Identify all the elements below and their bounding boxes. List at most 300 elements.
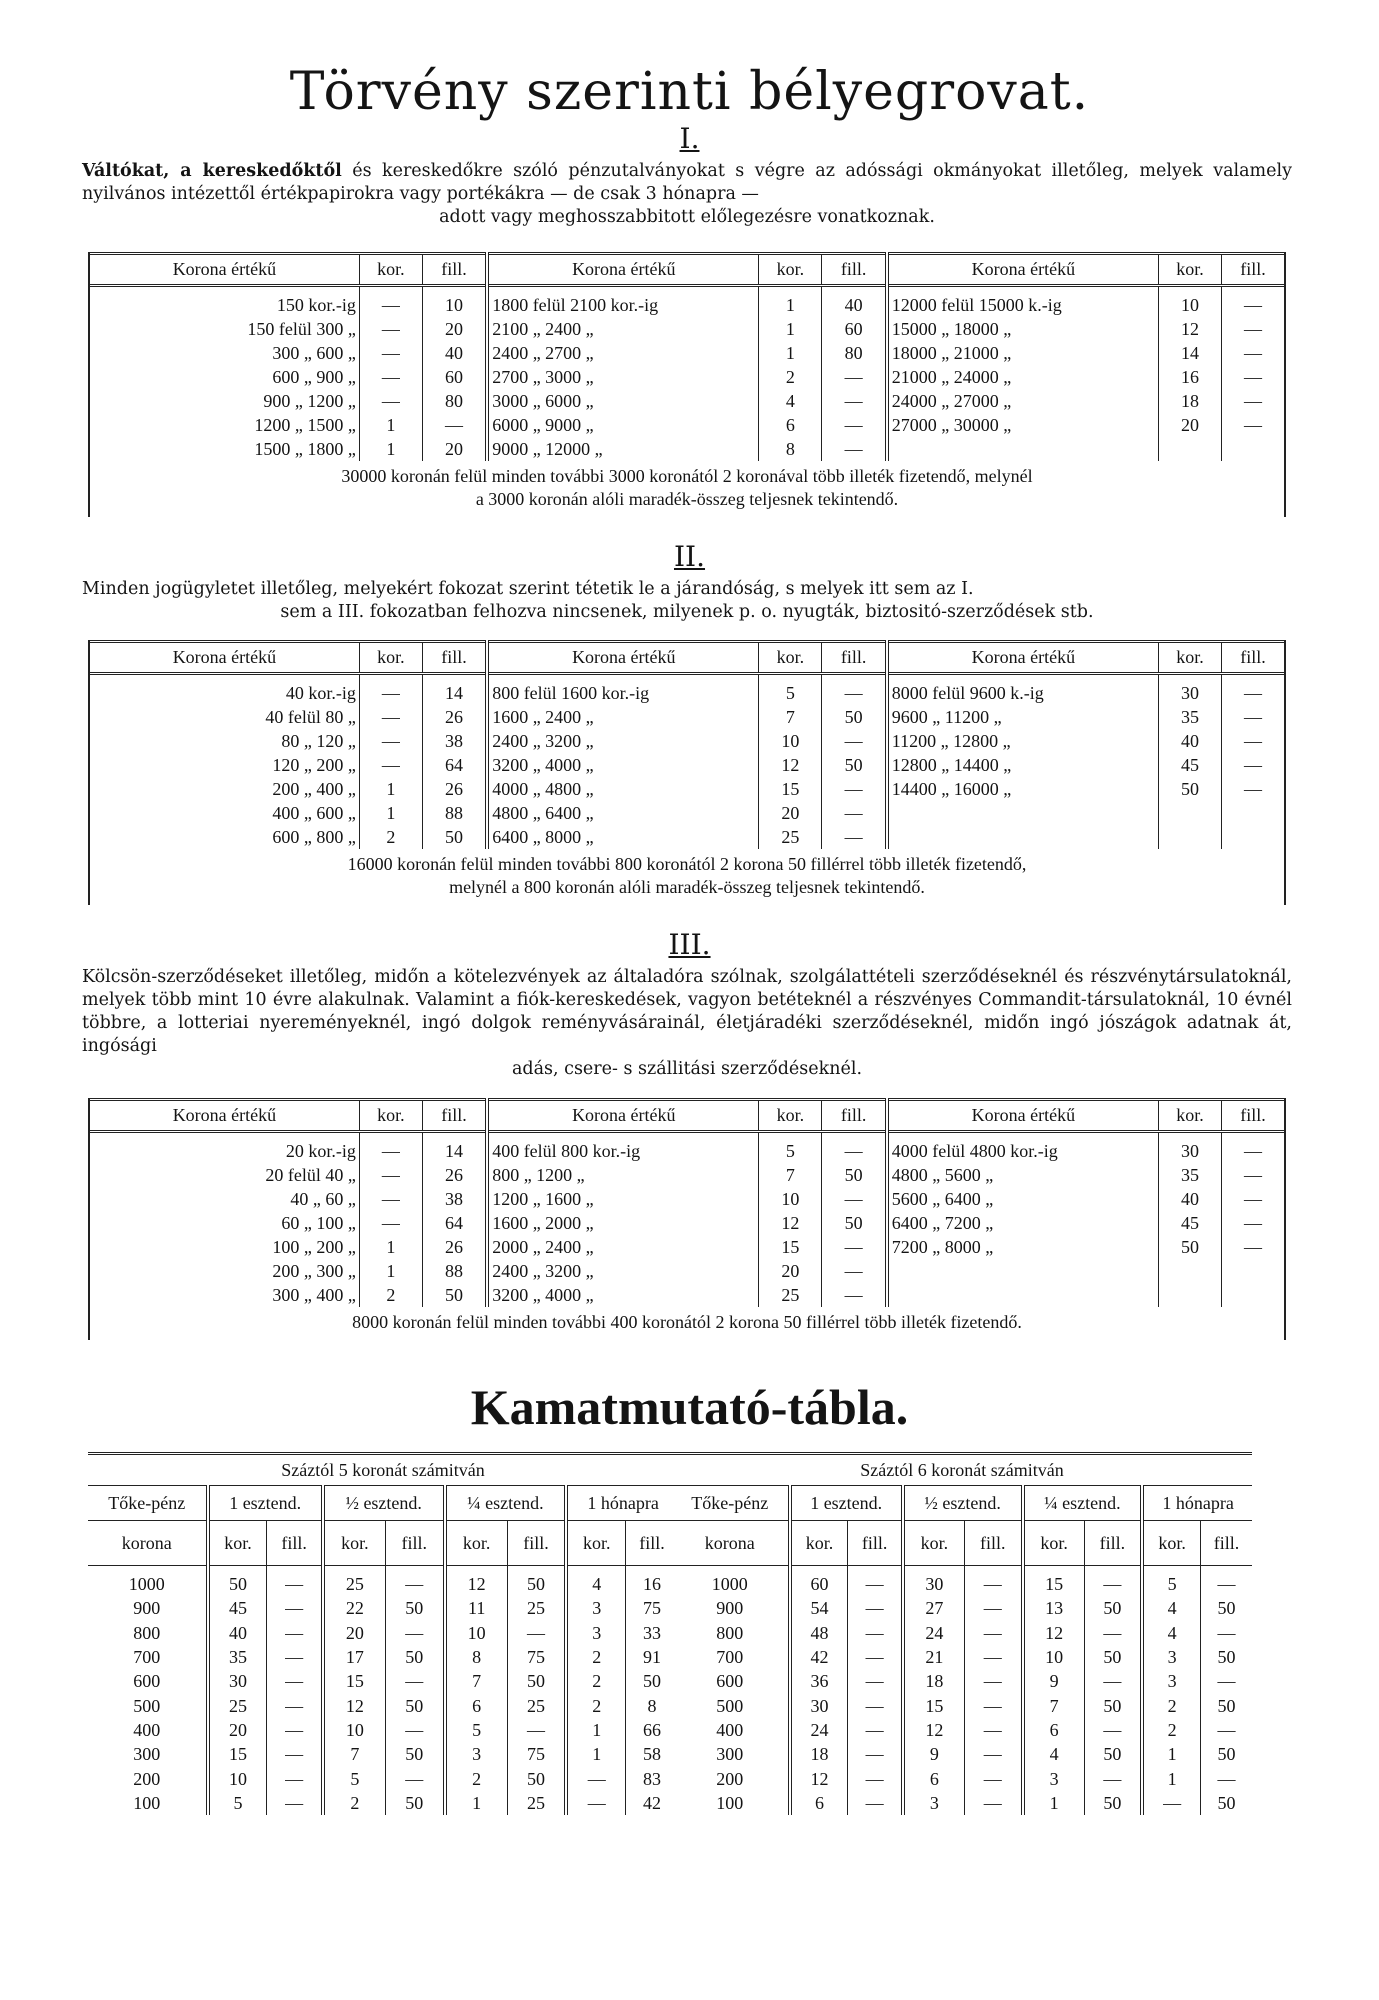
- range-cell: 4000 „ 4800 „: [487, 777, 759, 801]
- fill-cell: —: [267, 1766, 323, 1790]
- fill-cell: —: [848, 1621, 903, 1645]
- range-cell: 4000 felül 4800 kor.-ig: [887, 1132, 1159, 1164]
- capital-cell: 300: [716, 1744, 744, 1765]
- sub-fill: fill.: [848, 1521, 903, 1566]
- kor-cell: 1: [759, 286, 822, 318]
- section-1-number: I.: [679, 122, 700, 155]
- header-fill: fill.: [1222, 642, 1285, 674]
- kor-cell: 1: [1142, 1766, 1200, 1790]
- range-cell: 1600 „ 2400 „: [487, 705, 759, 729]
- kor-cell: —: [359, 365, 422, 389]
- kor-cell: 18: [1158, 389, 1221, 413]
- fill-cell: —: [386, 1621, 445, 1645]
- range-cell: 2400 „ 2700 „: [487, 341, 759, 365]
- interest-row: [88, 1645, 678, 1669]
- header-kor: kor.: [759, 254, 822, 286]
- range-cell: 60 „ 100 „: [281, 1213, 356, 1233]
- fill-cell: —: [1222, 413, 1285, 437]
- kor-cell: 2: [445, 1766, 508, 1790]
- kor-cell: 12: [323, 1693, 386, 1717]
- kor-cell: 5: [759, 674, 822, 706]
- sub-fill: fill.: [1084, 1521, 1142, 1566]
- fill-cell: 10: [422, 286, 487, 318]
- kor-cell: 25: [759, 1283, 822, 1307]
- kor-cell: 20: [759, 1259, 822, 1283]
- table-header-row: [90, 1100, 1284, 1132]
- kor-cell: 1: [1023, 1791, 1085, 1815]
- kor-cell: 2: [359, 825, 422, 849]
- fill-cell: 50: [822, 753, 887, 777]
- capital-cell: 900: [133, 1598, 161, 1619]
- fill-cell: 50: [822, 705, 887, 729]
- fill-cell: —: [822, 1187, 887, 1211]
- sub-fill: fill.: [964, 1521, 1022, 1566]
- interest-row: [88, 1621, 678, 1645]
- fill-cell: 50: [1084, 1742, 1142, 1766]
- table-row: [90, 286, 1284, 318]
- range-cell: 120 „ 200 „: [272, 755, 356, 775]
- sub-korona: korona: [88, 1521, 208, 1566]
- range-cell: 11200 „ 12800 „: [887, 729, 1159, 753]
- col-toke: Tőke-pénz: [88, 1486, 208, 1521]
- range-cell: 200 „ 300 „: [272, 1261, 356, 1281]
- fill-cell: 50: [386, 1645, 445, 1669]
- fill-cell: —: [507, 1718, 566, 1742]
- fill-cell: 64: [422, 1211, 487, 1235]
- header-kor: kor.: [359, 642, 422, 674]
- section-3-note: [90, 1307, 1284, 1340]
- kor-cell: 10: [208, 1766, 267, 1790]
- section-1-note-line2: a 3000 koronán alóli maradék-összeg teljesnek tekintendő.: [475, 489, 899, 509]
- range-cell: 1500 „ 1800 „: [254, 439, 356, 459]
- range-cell: 200 „ 400 „: [272, 779, 356, 799]
- fill-cell: 66: [626, 1718, 678, 1742]
- fill-cell: 20: [422, 317, 487, 341]
- fill-cell: 50: [1084, 1596, 1142, 1620]
- interest-table-5-grid: [88, 1452, 678, 1815]
- kor-cell: 3: [1023, 1766, 1085, 1790]
- header-fill: fill.: [422, 642, 487, 674]
- kor-cell: 20: [759, 801, 822, 825]
- kor-cell: 3: [566, 1621, 625, 1645]
- fill-cell: —: [964, 1718, 1022, 1742]
- range-cell: 14400 „ 16000 „: [887, 777, 1159, 801]
- fill-cell: —: [822, 1259, 887, 1283]
- page-title: Törvény szerinti bélyegrovat.: [289, 62, 1090, 122]
- kor-cell: 17: [323, 1645, 386, 1669]
- capital-cell: 600: [716, 1671, 744, 1692]
- section-2-note: [90, 849, 1284, 905]
- kor-cell: [1158, 1283, 1221, 1307]
- fill-cell: —: [267, 1693, 323, 1717]
- kor-cell: 5: [759, 1132, 822, 1164]
- kor-cell: 35: [1158, 705, 1221, 729]
- fill-cell: 40: [422, 341, 487, 365]
- header-range: Korona értékű: [90, 642, 359, 674]
- section-1-intro-last: adott vagy meghosszabbitott előlegezésre vonatkoznak.: [439, 207, 935, 227]
- table-row: [90, 1235, 1284, 1259]
- fill-cell: —: [822, 729, 887, 753]
- fill-cell: —: [822, 1283, 887, 1307]
- section-2-number: II.: [673, 540, 706, 573]
- table-row: [90, 317, 1284, 341]
- fill-cell: —: [1200, 1766, 1252, 1790]
- kor-cell: 18: [790, 1742, 848, 1766]
- kor-cell: 15: [208, 1742, 267, 1766]
- kor-cell: 6: [903, 1766, 965, 1790]
- section-2-intro: [82, 578, 1292, 624]
- fill-cell: —: [822, 389, 887, 413]
- fill-cell: [1222, 1283, 1285, 1307]
- header-fill: fill.: [822, 1100, 887, 1132]
- fill-cell: —: [267, 1621, 323, 1645]
- header-fill: fill.: [1222, 254, 1285, 286]
- kor-cell: 25: [759, 825, 822, 849]
- kor-cell: 27: [903, 1596, 965, 1620]
- table-row: [90, 1211, 1284, 1235]
- range-cell: [887, 1283, 1159, 1307]
- interest-row: [88, 1693, 678, 1717]
- fill-cell: 25: [507, 1693, 566, 1717]
- kor-cell: 1: [445, 1791, 508, 1815]
- kor-cell: 5: [323, 1766, 386, 1790]
- fill-cell: 26: [422, 777, 487, 801]
- range-cell: 40 kor.-ig: [285, 683, 356, 703]
- header-fill: fill.: [822, 254, 887, 286]
- kor-cell: 5: [445, 1718, 508, 1742]
- header-kor: kor.: [1158, 642, 1221, 674]
- interest-row: [88, 1566, 678, 1597]
- fill-cell: —: [1222, 674, 1285, 706]
- kor-cell: 15: [323, 1669, 386, 1693]
- fill-cell: —: [1200, 1566, 1252, 1597]
- kor-cell: 10: [323, 1718, 386, 1742]
- fill-cell: 50: [507, 1766, 566, 1790]
- interest-row: [672, 1566, 1252, 1597]
- kor-cell: 35: [208, 1645, 267, 1669]
- fill-cell: 80: [422, 389, 487, 413]
- fill-cell: —: [1222, 341, 1285, 365]
- kor-cell: —: [359, 729, 422, 753]
- fill-cell: —: [267, 1645, 323, 1669]
- fill-cell: 50: [1084, 1693, 1142, 1717]
- section-3-number: III.: [668, 928, 711, 961]
- header-range: Korona értékű: [487, 254, 759, 286]
- section-2-rate-table: [90, 640, 1284, 849]
- interest-caption-row: [672, 1454, 1252, 1486]
- table-row: [90, 1132, 1284, 1164]
- fill-cell: —: [1222, 753, 1285, 777]
- header-range: Korona értékű: [487, 642, 759, 674]
- kor-cell: 15: [903, 1693, 965, 1717]
- fill-cell: —: [964, 1791, 1022, 1815]
- fill-cell: —: [422, 413, 487, 437]
- interest-subheader-row: [88, 1521, 678, 1566]
- header-range: Korona értékű: [887, 254, 1159, 286]
- range-cell: [887, 801, 1159, 825]
- fill-cell: —: [964, 1645, 1022, 1669]
- fill-cell: —: [822, 674, 887, 706]
- kor-cell: 45: [1158, 1211, 1221, 1235]
- fill-cell: 42: [626, 1791, 678, 1815]
- range-cell: 400 felül 800 kor.-ig: [487, 1132, 759, 1164]
- kor-cell: —: [359, 1187, 422, 1211]
- range-cell: 600 „ 900 „: [272, 367, 356, 387]
- kor-cell: 12: [445, 1566, 508, 1597]
- range-cell: 7200 „ 8000 „: [887, 1235, 1159, 1259]
- range-cell: 4800 „ 6400 „: [487, 801, 759, 825]
- fill-cell: —: [822, 801, 887, 825]
- section-2-note-line1: 16000 koronán felül minden további 800 koronától 2 korona 50 fillérrel több illeték fizetendő,: [347, 854, 1027, 874]
- fill-cell: —: [848, 1791, 903, 1815]
- range-cell: 3200 „ 4000 „: [487, 753, 759, 777]
- kor-cell: 2: [1142, 1718, 1200, 1742]
- capital-cell: 800: [133, 1622, 161, 1643]
- table-row: [90, 753, 1284, 777]
- section-1-table: [88, 252, 1286, 517]
- range-cell: 80 „ 120 „: [281, 731, 356, 751]
- header-kor: kor.: [759, 642, 822, 674]
- capital-cell: 200: [133, 1768, 161, 1789]
- kor-cell: 6: [445, 1693, 508, 1717]
- range-cell: 21000 „ 24000 „: [887, 365, 1159, 389]
- col-quarter: ¼ esztend.: [1023, 1486, 1143, 1521]
- kor-cell: 4: [1142, 1596, 1200, 1620]
- range-cell: 4800 „ 5600 „: [887, 1163, 1159, 1187]
- fill-cell: 14: [422, 674, 487, 706]
- kor-cell: 36: [790, 1669, 848, 1693]
- kor-cell: 14: [1158, 341, 1221, 365]
- interest-caption-row: [88, 1454, 678, 1486]
- kor-cell: 12: [1023, 1621, 1085, 1645]
- range-cell: 1600 „ 2000 „: [487, 1211, 759, 1235]
- kor-cell: 2: [759, 365, 822, 389]
- fill-cell: 50: [386, 1693, 445, 1717]
- kor-cell: —: [359, 1132, 422, 1164]
- kor-cell: 22: [323, 1596, 386, 1620]
- header-range: Korona értékű: [887, 1100, 1159, 1132]
- fill-cell: 50: [422, 825, 487, 849]
- section-3-intro-text: Kölcsön-szerződéseket illetőleg, midőn a kötelezvények az általadóra szólnak, szolgálattételi szerződéseknél és részvénytársulatoknál, melyek több mint 10 évre alakulnak. Valamint a fiók-kereskedések, vagyon betéteknél a részvényes Commandit-társulatoknál, 10 évnél többre, a lotteriai nyereményeknél, ingó dolgok reményvásárainál, életjáradéki szerződéseknél, midőn ingó jószágok adatnak át, ingósági: [82, 967, 1292, 1056]
- fill-cell: 14: [422, 1132, 487, 1164]
- kor-cell: 24: [903, 1621, 965, 1645]
- capital-cell: 100: [716, 1792, 744, 1813]
- fill-cell: —: [1084, 1718, 1142, 1742]
- interest-caption: Száztól 6 koronát számitván: [672, 1454, 1252, 1486]
- range-cell: 20 kor.-ig: [285, 1141, 356, 1161]
- fill-cell: 50: [386, 1596, 445, 1620]
- range-cell: 800 „ 1200 „: [487, 1163, 759, 1187]
- range-cell: 40 felül 80 „: [265, 707, 356, 727]
- kor-cell: 8: [445, 1645, 508, 1669]
- fill-cell: —: [848, 1693, 903, 1717]
- table-row: [90, 389, 1284, 413]
- kor-cell: 15: [759, 777, 822, 801]
- kor-cell: 7: [1023, 1693, 1085, 1717]
- fill-cell: —: [1222, 1163, 1285, 1187]
- fill-cell: —: [964, 1596, 1022, 1620]
- range-cell: 15000 „ 18000 „: [887, 317, 1159, 341]
- fill-cell: 50: [1084, 1791, 1142, 1815]
- range-cell: 900 „ 1200 „: [263, 391, 356, 411]
- fill-cell: 50: [822, 1211, 887, 1235]
- header-kor: kor.: [359, 1100, 422, 1132]
- range-cell: 12800 „ 14400 „: [887, 753, 1159, 777]
- kor-cell: 5: [1142, 1566, 1200, 1597]
- range-cell: [887, 825, 1159, 849]
- interest-row: [672, 1766, 1252, 1790]
- kor-cell: [1158, 1259, 1221, 1283]
- range-cell: 8000 felül 9600 k.-ig: [887, 674, 1159, 706]
- kor-cell: [1158, 801, 1221, 825]
- sub-fill: fill.: [1200, 1521, 1252, 1566]
- range-cell: 800 felül 1600 kor.-ig: [487, 674, 759, 706]
- header-range: Korona értékű: [887, 642, 1159, 674]
- fill-cell: 50: [507, 1566, 566, 1597]
- interest-caption: Száztól 5 koronát számitván: [88, 1454, 678, 1486]
- col-month: 1 hónapra: [1142, 1486, 1252, 1521]
- fill-cell: 25: [507, 1791, 566, 1815]
- kor-cell: 6: [1023, 1718, 1085, 1742]
- kor-cell: 18: [903, 1669, 965, 1693]
- capital-cell: 700: [133, 1647, 161, 1668]
- fill-cell: —: [1222, 1235, 1285, 1259]
- range-cell: 100 „ 200 „: [272, 1237, 356, 1257]
- kor-cell: 9: [1023, 1669, 1085, 1693]
- sub-kor: kor.: [445, 1521, 508, 1566]
- fill-cell: 20: [422, 437, 487, 461]
- fill-cell: —: [822, 365, 887, 389]
- fill-cell: 50: [1200, 1596, 1252, 1620]
- range-cell: 20 felül 40 „: [265, 1165, 356, 1185]
- kor-cell: —: [359, 341, 422, 365]
- table-row: [90, 413, 1284, 437]
- range-cell: 2000 „ 2400 „: [487, 1235, 759, 1259]
- kor-cell: 10: [759, 729, 822, 753]
- kor-cell: 10: [1158, 286, 1221, 318]
- kor-cell: 7: [445, 1669, 508, 1693]
- kor-cell: 10: [759, 1187, 822, 1211]
- capital-cell: 1000: [711, 1574, 748, 1595]
- kor-cell: 3: [566, 1596, 625, 1620]
- kor-cell: 21: [903, 1645, 965, 1669]
- fill-cell: 50: [507, 1669, 566, 1693]
- fill-cell: —: [267, 1566, 323, 1597]
- sub-kor: kor.: [903, 1521, 965, 1566]
- fill-cell: 50: [1200, 1693, 1252, 1717]
- fill-cell: 50: [422, 1283, 487, 1307]
- fill-cell: —: [1084, 1766, 1142, 1790]
- range-cell: 2400 „ 3200 „: [487, 729, 759, 753]
- kor-cell: 15: [759, 1235, 822, 1259]
- range-cell: 18000 „ 21000 „: [887, 341, 1159, 365]
- interest-row: [88, 1718, 678, 1742]
- fill-cell: 50: [1084, 1645, 1142, 1669]
- header-fill: fill.: [422, 254, 487, 286]
- fill-cell: —: [848, 1566, 903, 1597]
- col-half: ½ esztend.: [903, 1486, 1023, 1521]
- fill-cell: —: [386, 1669, 445, 1693]
- kor-cell: 40: [1158, 1187, 1221, 1211]
- kor-cell: 12: [759, 1211, 822, 1235]
- section-2-table: [88, 640, 1286, 905]
- fill-cell: 38: [422, 1187, 487, 1211]
- fill-cell: —: [822, 777, 887, 801]
- header-kor: kor.: [359, 254, 422, 286]
- kor-cell: 2: [566, 1669, 625, 1693]
- header-range: Korona értékű: [90, 254, 359, 286]
- header-range: Korona értékű: [487, 1100, 759, 1132]
- kor-cell: 10: [1023, 1645, 1085, 1669]
- range-cell: 27000 „ 30000 „: [887, 413, 1159, 437]
- fill-cell: 75: [507, 1742, 566, 1766]
- sub-kor: kor.: [790, 1521, 848, 1566]
- header-kor: kor.: [1158, 1100, 1221, 1132]
- kor-cell: —: [359, 389, 422, 413]
- kor-cell: 12: [790, 1766, 848, 1790]
- section-1-rate-table: [90, 252, 1284, 461]
- header-kor: kor.: [759, 1100, 822, 1132]
- range-cell: [887, 1259, 1159, 1283]
- fill-cell: —: [267, 1791, 323, 1815]
- fill-cell: —: [1222, 777, 1285, 801]
- interest-row: [672, 1742, 1252, 1766]
- fill-cell: —: [1084, 1566, 1142, 1597]
- kor-cell: 3: [1142, 1669, 1200, 1693]
- sub-fill: fill.: [626, 1521, 678, 1566]
- col-year: 1 esztend.: [790, 1486, 903, 1521]
- table-row: [90, 341, 1284, 365]
- kor-cell: 30: [903, 1566, 965, 1597]
- interest-row: [672, 1596, 1252, 1620]
- capital-cell: 900: [716, 1598, 744, 1619]
- range-cell: 12000 felül 15000 k.-ig: [887, 286, 1159, 318]
- range-cell: 6400 „ 7200 „: [887, 1211, 1159, 1235]
- interest-table-5: [88, 1452, 678, 1815]
- fill-cell: —: [1222, 389, 1285, 413]
- fill-cell: 80: [822, 341, 887, 365]
- fill-cell: 25: [507, 1596, 566, 1620]
- kor-cell: 4: [1023, 1742, 1085, 1766]
- table-row: [90, 1283, 1284, 1307]
- fill-cell: —: [964, 1693, 1022, 1717]
- section-1-intro: [82, 160, 1292, 229]
- fill-cell: —: [848, 1596, 903, 1620]
- fill-cell: —: [848, 1645, 903, 1669]
- kor-cell: 1: [1142, 1742, 1200, 1766]
- fill-cell: 26: [422, 1163, 487, 1187]
- kor-cell: 20: [208, 1718, 267, 1742]
- table-row: [90, 825, 1284, 849]
- fill-cell: —: [822, 1235, 887, 1259]
- kor-cell: 10: [445, 1621, 508, 1645]
- kor-cell: 4: [566, 1566, 625, 1597]
- fill-cell: —: [964, 1742, 1022, 1766]
- range-cell: 2100 „ 2400 „: [487, 317, 759, 341]
- kor-cell: 9: [903, 1742, 965, 1766]
- fill-cell: —: [822, 825, 887, 849]
- fill-cell: 16: [626, 1566, 678, 1597]
- fill-cell: 64: [422, 753, 487, 777]
- kor-cell: 6: [790, 1791, 848, 1815]
- fill-cell: —: [507, 1621, 566, 1645]
- kor-cell: 30: [790, 1693, 848, 1717]
- kor-cell: 1: [359, 801, 422, 825]
- fill-cell: 88: [422, 801, 487, 825]
- section-1-intro-bold: Váltókat, a kereskedőktől: [82, 161, 342, 181]
- fill-cell: —: [964, 1621, 1022, 1645]
- kor-cell: [1158, 825, 1221, 849]
